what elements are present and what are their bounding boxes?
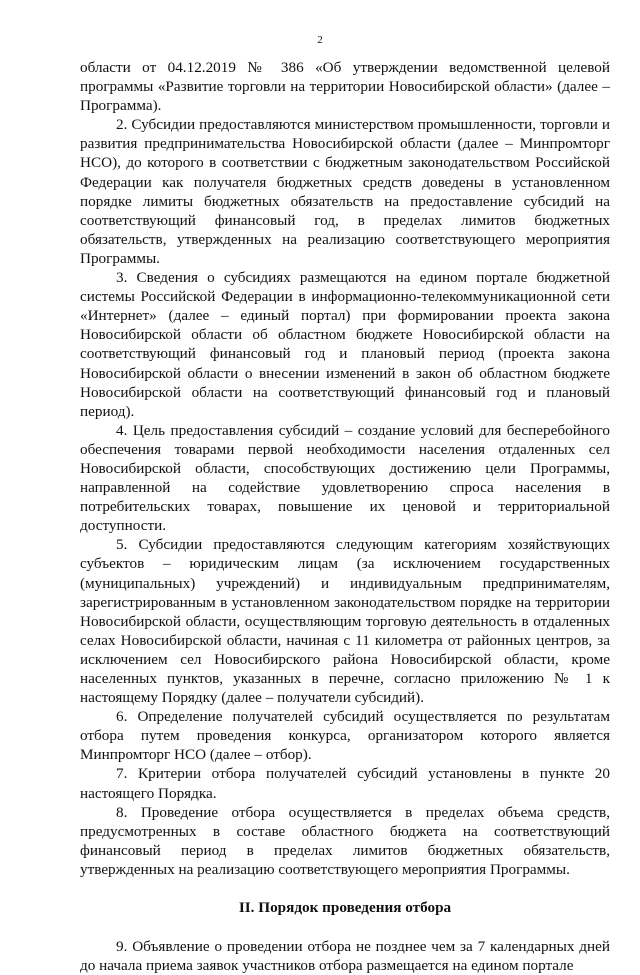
page-number: 2 — [317, 34, 323, 46]
paragraph-6: 6. Определение получателей субсидий осуществляется по результатам отбора путем проведения конкурса, организатором которого является Минпромторг НСО (далее – отбор). — [80, 708, 610, 764]
paragraph-9: 9. Объявление о проведении отбора не позднее чем за 7 календарных дней до начала приема заявок участников отбора размещается на едином портале — [80, 938, 610, 975]
section-title: II. Порядок проведения отбора — [238, 899, 452, 917]
paragraph-3: 3. Сведения о субсидиях размещаются на едином портале бюджетной системы Российской Федерации в информационно-телекоммуникационной сети «Интернет» (далее – единый портал) при формировании проекта закона Новосибирской области об областном бюджете Новосибирской области на соответствующий финансовый год и плановый период (проекта закона Новосибирской области о внесении изменений в закон об областном бюджете Новосибирской области на соответствующий финансовый год и плановый период). — [80, 269, 610, 420]
paragraph-2: 2. Субсидии предоставляются министерством промышленности, торговли и развития предпринимательства Новосибирской области (далее – Минпромторг НСО), до которого в соответствии с бюджетным законодательством Российской Федерации как получателя бюджетных средств доведены в установленном порядке лимиты бюджетных обязательств на предоставление субсидий на соответствующий финансовый год, в пределах лимитов бюджетных обязательств, утвержденных на реализацию соответствующего мероприятия Программы. — [80, 116, 610, 267]
paragraph-1-continuation: области от 04.12.2019 № 386 «Об утверждении ведомственной целевой программы «Развитие торговли на территории Новосибирской области» (далее – Программа). — [80, 59, 610, 115]
paragraph-8: 8. Проведение отбора осуществляется в пределах объема средств, предусмотренных в составе областного бюджета на соответствующий финансовый период в пределах лимитов бюджетных обязательств, утвержденных на реализацию соответствующего мероприятия Программы. — [80, 803, 610, 878]
paragraph-5: 5. Субсидии предоставляются следующим категориям хозяйствующих субъектов – юридическим лицам (за исключением государственных (муниципальных) учреждений) и индивидуальным предпринимателям, зарегистрированным в установленном законодательством порядке на территории Новосибирской области, осуществляющим торговую деятельность в отдаленных селах Новосибирской области, начиная с 11 километра от районных центров, за исключением сел Новосибирского района Новосибирской области, кроме населенных пунктов, указанных в перечне, согласно приложению № 1 к настоящему Порядку (далее – получатели субсидий). — [80, 536, 610, 707]
paragraph-4: 4. Цель предоставления субсидий – создание условий для бесперебойного обеспечения товарами первой необходимости населения отдаленных сел Новосибирской области, способствующих достижению цели Программы, направленной на содействие удовлетворению спроса населения в потребительских товарах, повышение их ценовой и территориальной доступности. — [80, 421, 610, 535]
document-body — [80, 58, 610, 975]
paragraph-7: 7. Критерии отбора получателей субсидий установлены в пункте 20 настоящего Порядка. — [80, 765, 610, 802]
